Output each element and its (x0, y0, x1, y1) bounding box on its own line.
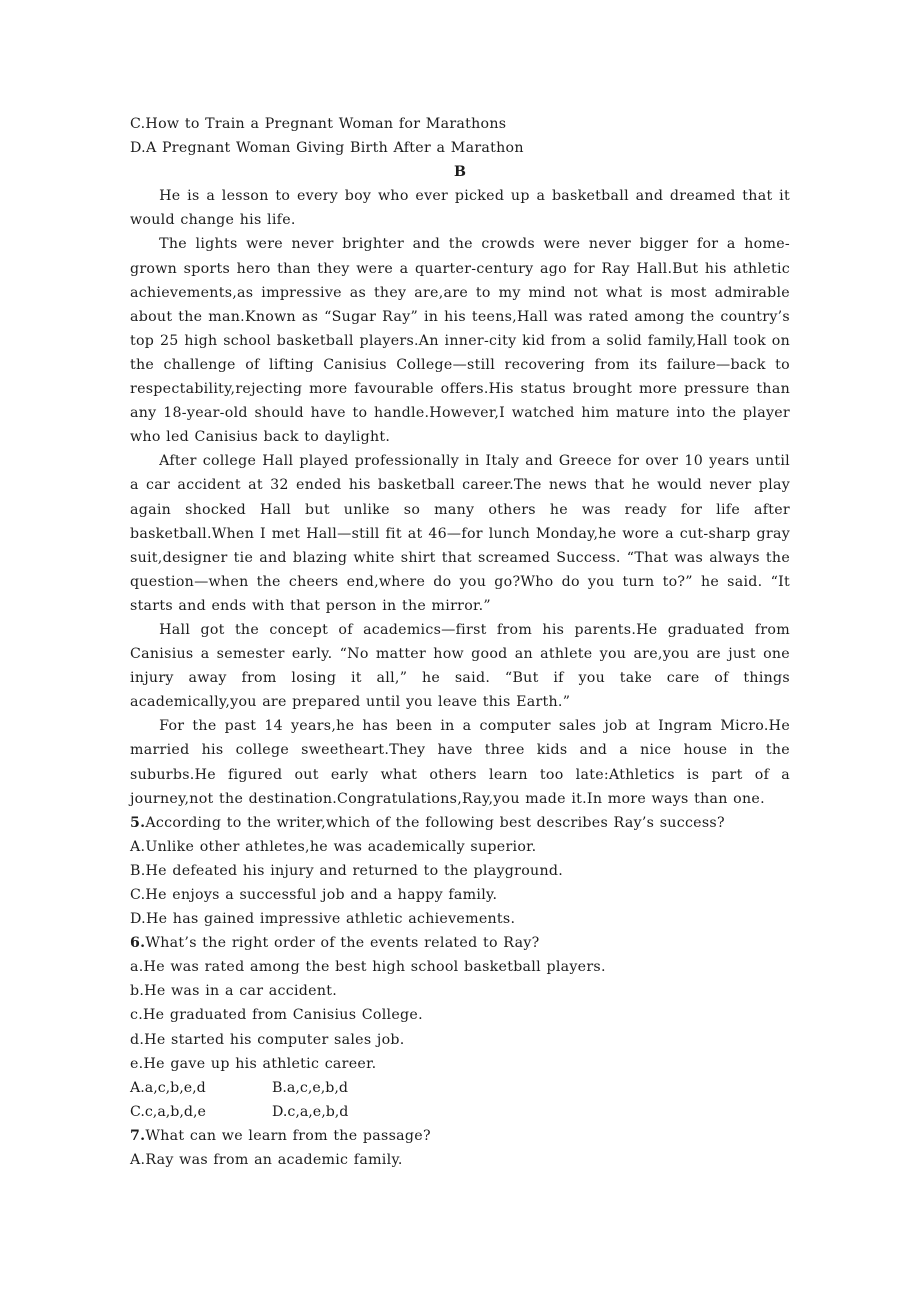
passage-paragraph: The lights were never brighter and the crowds were never bigger for a home-grown sports hero than they were a quarter-century ago for Ray Hall.But his athletic achievements,as impressive as they are,are to my mind not what is most admirable about the man.Known as “Sugar Ray” in his teens,Hall was rated among the country’s top 25 high school basketball players.An inner-city kid from a solid family,Hall took on the challenge of lifting Canisius College—still recovering from its failure—back to respectability,rejecting more favourable offers.His status brought more pressure than any 18-year-old should have to handle.However,I watched him mature into the player who led Canisius back to daylight. (130, 236, 796, 446)
question-5-option-a[interactable]: A.Unlike other athletes,he was academically superior. (130, 838, 537, 855)
question-stem-5 (130, 811, 790, 835)
passage-paragraph: He is a lesson to every boy who ever picked up a basketball and dreamed that it would change his life. (130, 188, 796, 229)
question-7-option-a[interactable]: A.Ray was from an academic family. (130, 1152, 403, 1169)
question-6-event-a: a.He was rated among the best high school basketball players. (130, 959, 606, 976)
question-text-7: What can we learn from the passage? (145, 1127, 431, 1144)
question-6-option-b[interactable]: B.a,c,e,b,d (272, 1079, 348, 1096)
carryover-option-c: C.How to Train a Pregnant Woman for Marathons (130, 116, 507, 132)
passage-paragraph: After college Hall played professionally in Italy and Greece for over 10 years until a car accident at 32 ended his basketball career.The news that he would never play again shocked Hall but unlike so many others he was ready for life after basketball.When I met Hall—still fit at 46—for lunch Monday,he wore a cut-sharp gray suit,designer tie and blazing white shirt that screamed Success. “That was always the question—when the cheers end,where do you go?Who do you turn to?” he said. “It starts and ends with that person in the mirror.” (130, 453, 796, 614)
passage-paragraph: For the past 14 years,he has been in a computer sales job at Ingram Micro.He married his college sweetheart.They have three kids and a nice house in the suburbs.He figured out early what others learn too late:Athletics is part of a journey,not the destination.Congratulations,Ray,you made it.In more ways than one. (130, 718, 796, 807)
question-number-6: 6. (130, 935, 146, 952)
question-6-order-row (130, 1076, 790, 1100)
question-6-event-b: b.He was in a car accident. (130, 983, 338, 1000)
question-stem-6 (130, 931, 790, 955)
question-6-option-d[interactable]: D.c,a,e,b,d (272, 1103, 349, 1120)
carryover-option-d: D.A Pregnant Woman Giving Birth After a Marathon (130, 140, 524, 157)
question-5-option-b[interactable]: B.He defeated his injury and returned to the playground. (130, 862, 564, 879)
question-text-5: According to the writer,which of the following best describes Ray’s success? (145, 814, 725, 831)
section-label-b: B (454, 164, 466, 181)
question-stem-7 (130, 1124, 790, 1148)
question-6-option-c[interactable]: C.c,a,b,d,e (130, 1103, 206, 1120)
question-number-7: 7. (130, 1127, 146, 1144)
question-6-event-d: d.He started his computer sales job. (130, 1031, 405, 1048)
question-6-option-a[interactable]: A.a,c,b,e,d (130, 1079, 206, 1096)
passage-paragraph: Hall got the concept of academics—first from his parents.He graduated from Canisius a semester early. “No matter how good an athlete you are,you are just one injury away from losing it all,” he said. “But if you take care of things academically,you are prepared until you leave this Earth.” (130, 621, 796, 711)
question-text-6: What’s the right order of the events related to Ray? (145, 935, 540, 952)
question-5-option-c[interactable]: C.He enjoys a successful job and a happy family. (130, 887, 498, 903)
question-5-option-d[interactable]: D.He has gained impressive athletic achievements. (130, 911, 516, 928)
question-6-order-row (130, 1100, 790, 1124)
question-6-event-c: c.He graduated from Canisius College. (130, 1007, 423, 1024)
page-content (130, 112, 796, 1172)
question-number-5: 5. (130, 814, 146, 831)
question-6-event-e: e.He gave up his athletic career. (130, 1055, 377, 1072)
